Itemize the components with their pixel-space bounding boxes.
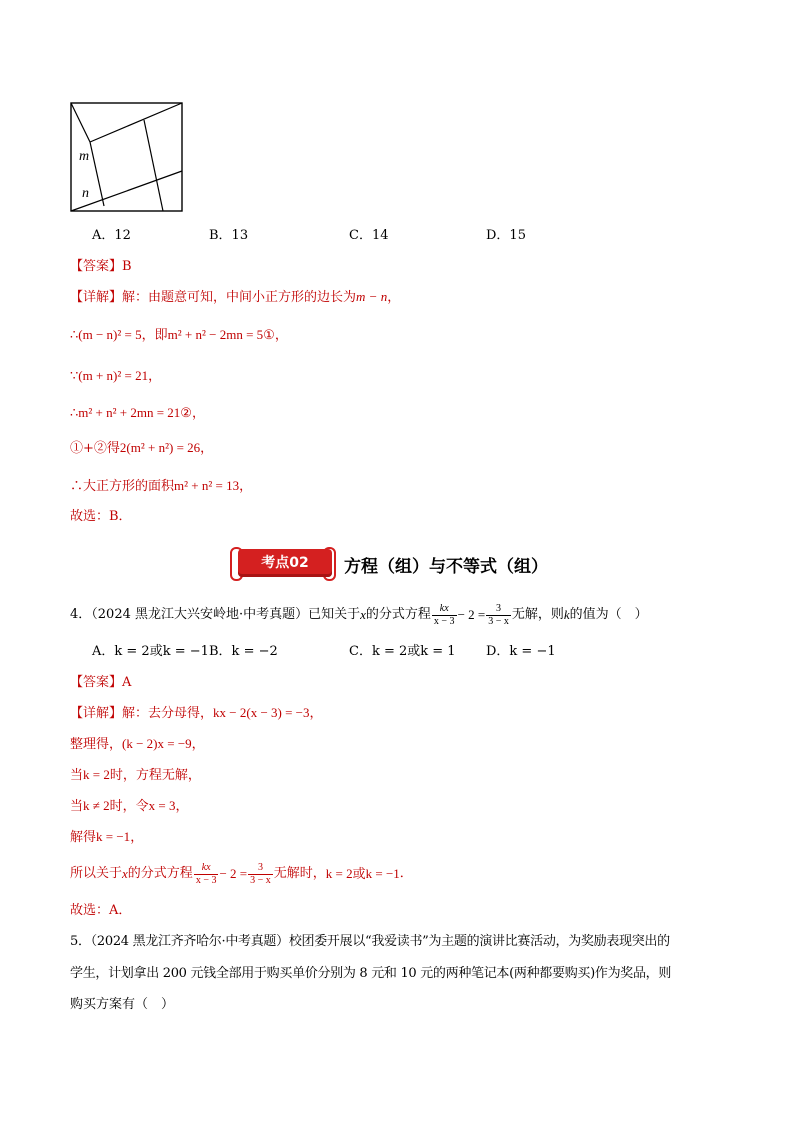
fraction: $\frac{kx}{x - 3}$ (195, 861, 217, 886)
q3-detail-line-6: ∴大正方形的面积m² + n² = 13， (70, 478, 253, 494)
q3-option-c: C．14 (349, 228, 389, 243)
q3-answer (70, 259, 132, 275)
section-badge: 考点02 (230, 546, 338, 580)
answer-value: B (122, 259, 132, 274)
q4-option-c: C．k = 2或k = 1 (349, 644, 456, 659)
q5-line-1: 5．（2024 黑龙江齐齐哈尔·中考真题）校团委开展以“我爱读书”为主题的演讲比赛活动，为奖励表现突出的 (70, 934, 670, 949)
q4-detail-line-3: 当k = 2时，方程无解， (70, 767, 201, 783)
q4-option-d: D．k = −1 (486, 644, 556, 659)
figure-label-m: m (79, 149, 90, 164)
q4-detail-line-5: 解得k = −1， (70, 829, 144, 845)
q4-detail-line-7: 故选：A． (70, 903, 132, 918)
answer-tag: 【答案】 (70, 259, 123, 274)
q4-detail-line-1: 【详解】解：去分母得，kx − 2(x − 3) = −3， (70, 705, 323, 721)
q3-detail-line-2: ∴(m − n)² = 5，即m² + n² − 2mn = 5①， (70, 327, 288, 343)
q4-detail-line-4: 当k ≠ 2时，令x = 3， (70, 798, 189, 814)
q4-option-a: A．k = 2或k = −1 (92, 644, 209, 659)
q4-option-b: B．k = −2 (209, 644, 278, 659)
q4-stem: 4．（2024 黑龙江大兴安岭地·中考真题）已知关于 x 的分式方程 $\frac{kx}{x - 3}$ − 2 = $\frac{3}{3 - x}$ 无解，则 k 的值为（ ） (70, 602, 648, 627)
figure-label-n: n (82, 186, 89, 201)
q3-option-a: A．12 (92, 228, 131, 243)
q3-option-b: B．13 (209, 228, 249, 243)
fraction: $\frac{3}{3 - x}$ (488, 602, 509, 627)
q3-detail-line-4: ∴m² + n² + 2mn = 21②， (70, 405, 205, 421)
q5-line-3: 购买方案有（ ） (70, 997, 175, 1012)
answer-value: A (122, 675, 132, 690)
q5-line-2: 学生，计划拿出 200 元钱全部用于购买单价分别为 8 元和 10 元的两种笔记本(两种都要购买)作为奖品，则 (70, 966, 672, 981)
detail-tag: 【详解】 (70, 290, 123, 305)
q4-answer (70, 675, 131, 691)
q3-detail-line-3: ∵(m + n)² = 21， (70, 368, 162, 384)
section-title: 方程（组）与不等式（组） (344, 557, 548, 577)
q4-detail-line-6: 所以关于 x 的分式方程 $\frac{kx}{x - 3}$ − 2 = $\frac{3}{3 - x}$ 无解时， k = 2或k = −1 ． (70, 861, 413, 886)
detail-tag: 【详解】 (70, 706, 123, 721)
q3-detail-line-5: ①+②得2(m² + n²) = 26， (70, 440, 214, 456)
fraction: $\frac{3}{3 - x}$ (250, 861, 271, 886)
q3-detail-line-7: 故选：B． (70, 509, 132, 524)
q4-detail-line-2: 整理得，(k − 2)x = −9， (70, 736, 205, 752)
q3-option-d: D．15 (486, 228, 526, 243)
fraction: $\frac{kx}{x - 3}$ (433, 602, 455, 627)
q3-detail-line-1: 【详解】解：由题意可知，中间小正方形的边长为m − n， (70, 289, 401, 305)
answer-tag: 【答案】 (70, 675, 123, 690)
